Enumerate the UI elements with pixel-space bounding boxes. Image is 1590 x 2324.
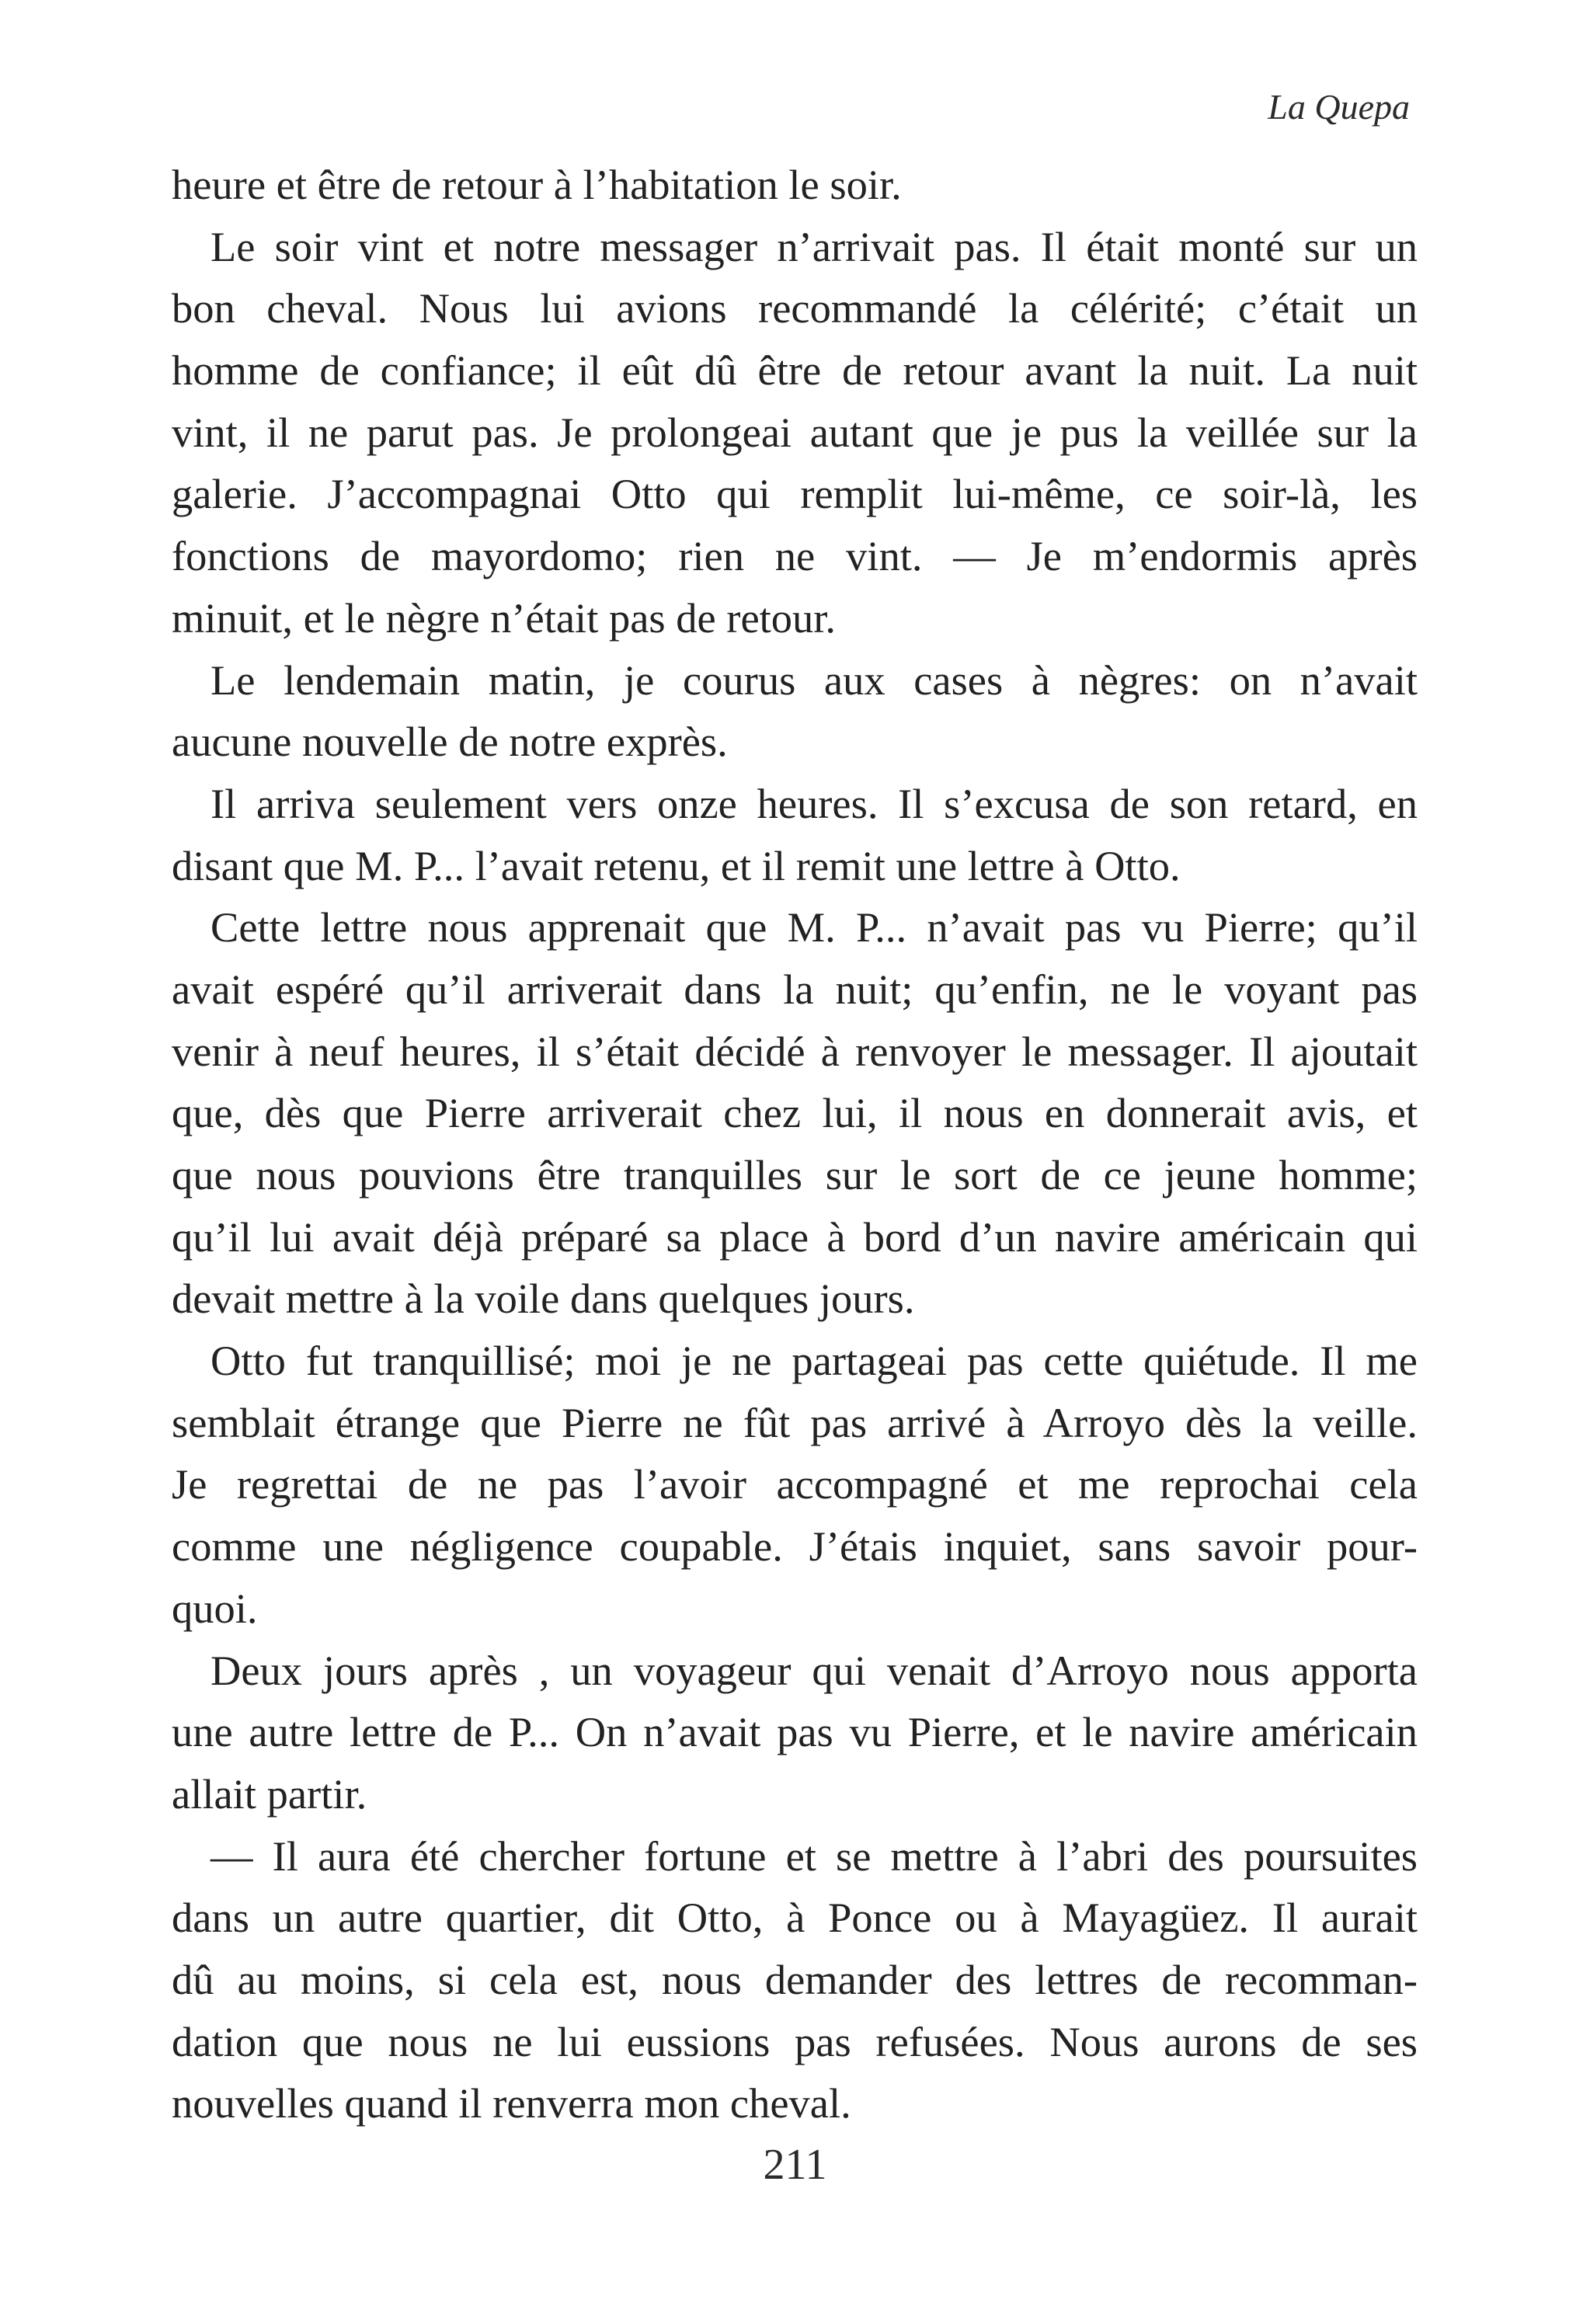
text-line: dation que nous ne lui eussions pas refusées. Nous aurons de ses	[172, 2017, 1418, 2065]
text-line: comme une négligence coupable. J’étais inquiet, sans savoir pour-	[172, 1522, 1418, 1571]
text-line: qu’il lui avait déjà préparé sa place à bord d’un navire américain qui	[172, 1212, 1418, 1261]
text-line: fonctions de mayordomo; rien ne vint. — Je m’endormis après	[172, 532, 1418, 580]
text-line: semblait étrange que Pierre ne fût pas arrivé à Arroyo dès la veille.	[172, 1398, 1418, 1446]
text-line: venir à neuf heures, il s’était décidé à renvoyer le messager. Il ajoutait	[172, 1027, 1418, 1075]
text-line: bon cheval. Nous lui avions recommandé la célérité; c’était un	[172, 284, 1418, 332]
text-line: Je regrettai de ne pas l’avoir accompagné et me reprochai cela	[172, 1460, 1418, 1508]
text-line: une autre lettre de P... On n’avait pas vu Pierre, et le navire américain	[172, 1708, 1418, 1756]
text-line: Deux jours après , un voyageur qui venait d’Arroyo nous apporta	[210, 1646, 1418, 1694]
text-line: devait mettre à la voile dans quelques jours.	[172, 1275, 915, 1323]
text-line: aucune nouvelle de notre exprès.	[172, 718, 728, 766]
text-line: avait espéré qu’il arriverait dans la nuit; qu’enfin, ne le voyant pas	[172, 965, 1418, 1013]
text-line: allait partir.	[172, 1769, 367, 1818]
text-line: quoi.	[172, 1584, 258, 1632]
text-line: disant que M. P... l’avait retenu, et il remit une lettre à Otto.	[172, 841, 1181, 889]
body-text	[172, 154, 1418, 2134]
text-line: minuit, et le nègre n’était pas de retour.	[172, 593, 837, 642]
text-line: Le lendemain matin, je courus aux cases à nègres: on n’avait	[210, 656, 1418, 704]
text-line: galerie. J’accompagnai Otto qui remplit lui-même, ce soir-là, les	[172, 470, 1418, 518]
text-line: dans un autre quartier, dit Otto, à Ponce ou à Mayagüez. Il aurait	[172, 1894, 1418, 1942]
page-number: 211	[763, 2141, 827, 2189]
text-line: vint, il ne parut pas. Je prolongeai autant que je pus la veillée sur la	[172, 408, 1418, 456]
text-line: Il arriva seulement vers onze heures. Il s’excusa de son retard, en	[210, 779, 1418, 827]
text-line: Otto fut tranquillisé; moi je ne partageai pas cette quiétude. Il me	[210, 1337, 1418, 1385]
text-line: Le soir vint et notre messager n’arrivait pas. Il était monté sur un	[210, 222, 1418, 270]
running-header: La Quepa	[1268, 87, 1410, 127]
text-line: nouvelles quand il renverra mon cheval.	[172, 2079, 851, 2127]
text-line: que, dès que Pierre arriverait chez lui, il nous en donnerait avis, et	[172, 1089, 1418, 1137]
text-line: heure et être de retour à l’habitation le soir.	[172, 161, 902, 208]
text-line: que nous pouvions être tranquilles sur le sort de ce jeune homme;	[172, 1151, 1418, 1199]
text-line: homme de confiance; il eût dû être de retour avant la nuit. La nuit	[172, 346, 1418, 395]
text-line: dû au moins, si cela est, nous demander des lettres de recomman-	[172, 1955, 1418, 2003]
text-line: Cette lettre nous apprenait que M. P... n’avait pas vu Pierre; qu’il	[210, 903, 1418, 952]
text-line: — Il aura été chercher fortune et se mettre à l’abri des poursuites	[210, 1832, 1418, 1880]
